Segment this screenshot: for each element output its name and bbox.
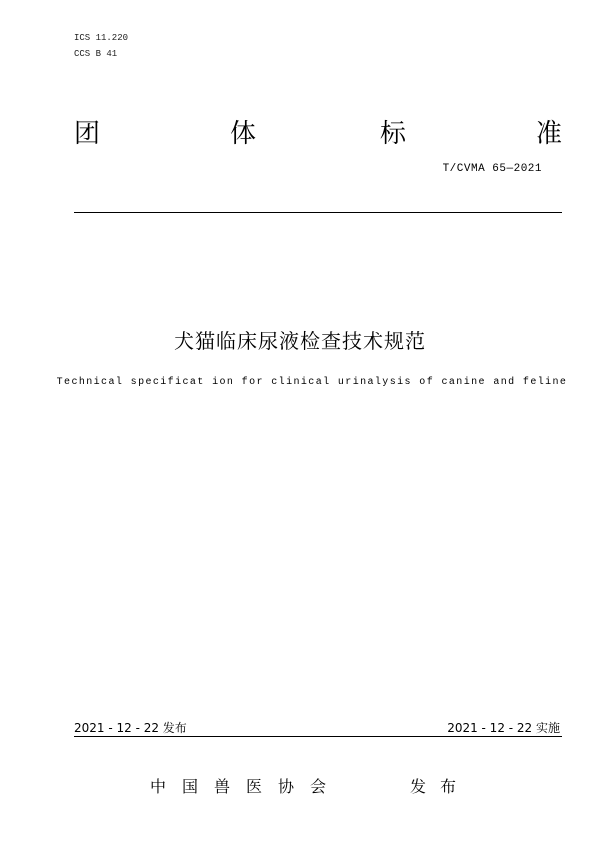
implementation-date: 2021 - 12 - 22 实施 — [447, 721, 560, 735]
document-title-english: Technical specificat ion for clinical urinalysis of canine and feline — [56, 377, 568, 388]
heading-char: 团 — [74, 119, 101, 149]
footer-divider — [74, 736, 562, 737]
heading-char: 准 — [536, 119, 563, 149]
issue-date: 2021 - 12 - 22 发布 — [74, 721, 187, 735]
heading-char: 标 — [380, 119, 407, 149]
publisher-name: 中国兽医协会 — [150, 777, 343, 796]
heading-char: 体 — [230, 119, 257, 149]
header-divider — [74, 212, 562, 213]
document-title-chinese: 犬猫临床尿液检查技术规范 — [174, 329, 426, 353]
ics-code: ICS 11.220 — [74, 33, 129, 43]
standard-type-heading — [74, 116, 564, 152]
ccs-code: CCS B 41 — [74, 49, 118, 59]
standard-number: T/CVMA 65—2021 — [442, 163, 542, 175]
classification-codes — [74, 30, 128, 62]
publish-label: 发布 — [410, 777, 471, 796]
